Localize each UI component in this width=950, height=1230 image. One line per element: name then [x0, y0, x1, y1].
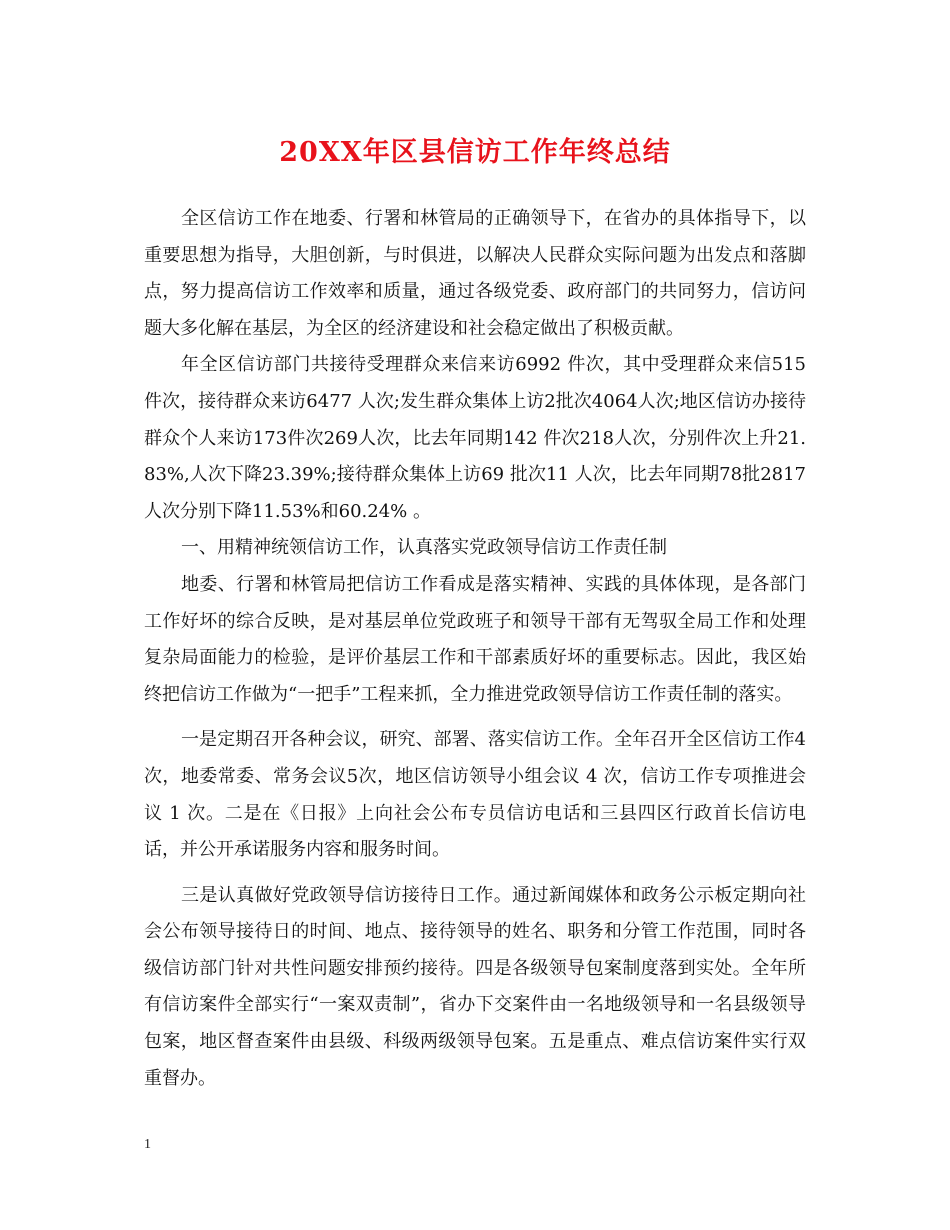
- paragraph-meetings: 一是定期召开各种会议，研究、部署、落实信访工作。全年召开全区信访工作4 次，地委常委、常务会议5次，地区信访领导小组会议 4 次，信访工作专项推进会议 1 次。二是在《日报》上向社会公布专员信访电话和三县四区行政首长信访电话，并公开承诺服务内容和服务时间。: [144, 729, 806, 861]
- paragraph-reception: 三是认真做好党政领导信访接待日工作。通过新闻媒体和政务公示板定期向社会公布领导接待日的时间、地点、接待领导的姓名、职务和分管工作范围，同时各级信访部门针对共性问题安排预约接待。四是各级领导包案制度落到实处。全年所有信访案件全部实行“一案双责制”，省办下交案件由一名地级领导和一名县级领导包案，地区督查案件由县级、科级两级领导包案。五是重点、难点信访案件实行双重督办。: [144, 884, 806, 1089]
- paragraph-responsibility: 地委、行署和林管局把信访工作看成是落实精神、实践的具体体现，是各部门工作好坏的综合反映，是对基层单位党政班子和领导干部有无驾驭全局工作和处理复杂局面能力的检验，是评价基层工作和干部素质好坏的重要标志。因此，我区始终把信访工作做为“一把手”工程来抓，全力推进党政领导信访工作责任制的落实。: [144, 573, 806, 705]
- document-title: 20XX年区县信访工作年终总结: [279, 137, 671, 168]
- paragraph-statistics: 年全区信访部门共接待受理群众来信来访6992 件次，其中受理群众来信515件次，接待群众来访6477 人次;发生群众集体上访2批次4064人次;地区信访办接待群众个人来访173件次269人次，比去年同期142 件次218人次，分别件次上升21.83%,人次下降23.39%;接待群众集体上访69 批次11 人次，比去年同期78批2817人次分别下降11.53%和60.24% 。: [144, 354, 806, 522]
- section-heading-1: 一、用精神统领信访工作，认真落实党政领导信访工作责任制: [181, 537, 667, 559]
- page-number: 1: [144, 1137, 151, 1152]
- document-body: [144, 201, 806, 1097]
- paragraph-intro: 全区信访工作在地委、行署和林管局的正确领导下，在省办的具体指导下，以重要思想为指导，大胆创新，与时俱进，以解决人民群众实际问题为出发点和落脚点，努力提高信访工作效率和质量，通过各级党委、政府部门的共同努力，信访问题大多化解在基层，为全区的经济建设和社会稳定做出了积极贡献。: [144, 208, 806, 339]
